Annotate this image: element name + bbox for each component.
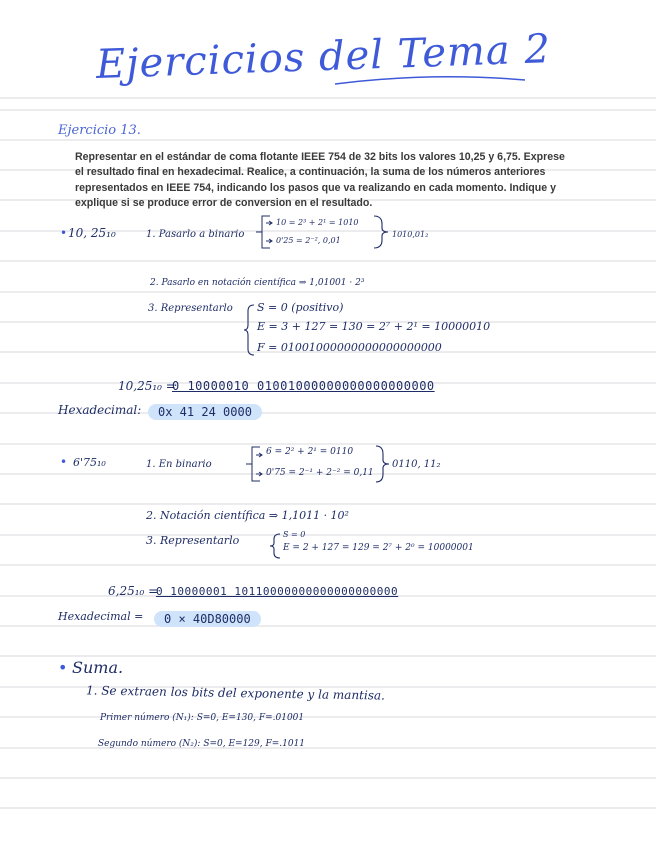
part2-hex-value: 0 × 40D80000 (154, 611, 261, 627)
title-underline-stroke (330, 74, 530, 90)
suma-first-number: Primer número (N₁): S=0, E=130, F=.01001 (100, 713, 305, 723)
part1-step1-label: 1. Pasarlo a binario (146, 229, 245, 240)
part1-hex-value: 0x 41 24 0000 (148, 404, 262, 420)
part1-step3-brace (244, 303, 256, 357)
suma-heading: Suma. (72, 658, 124, 677)
part1-step1-frac: 0'25 = 2⁻², 0,01 (276, 236, 341, 245)
exercise-label: Ejercicio 13. (58, 123, 141, 138)
part1-step2: 2. Pasarlo en notación científica ⇒ 1,01001 · 2³ (150, 278, 365, 288)
part2-ieee-bits: 0 10000001 10110000000000000000000 (156, 585, 399, 598)
part1-fraction: F = 01001000000000000000000 (257, 341, 442, 354)
part2-step3-brace (270, 532, 282, 560)
part2-exponent: E = 2 + 127 = 129 = 2⁷ + 2⁰ = 10000001 (283, 543, 474, 553)
bullet-dot: • (60, 226, 68, 240)
part2-step1-brace (246, 444, 264, 484)
part2-step1-int: 6 = 2² + 2¹ = 0110 (266, 447, 354, 457)
part2-step2: 2. Notación científica ⇒ 1,1011 · 10² (146, 509, 349, 522)
part2-step1-frac: 0'75 = 2⁻¹ + 2⁻² = 0,11 (266, 468, 374, 478)
part1-sign: S = 0 (positivo) (257, 301, 344, 314)
part1-exponent: E = 3 + 127 = 130 = 2⁷ + 2¹ = 10000010 (257, 320, 491, 333)
part1-result-brace (372, 214, 392, 250)
exercise-statement: Representar en el estándar de coma flotante IEEE 754 de 32 bits los valores 10,25 y 6,75. Exprese el resultado final en hexadecimal. Realice, a continuación, la suma de los números anteriores representados en IEEE 754, indicando los pasos que va realizando en cada momento. Indique y explique si se produce error de conversion en el resultado. (75, 151, 565, 209)
part2-hex-highlight (154, 608, 261, 627)
part2-step3-label: 3. Representarlo (146, 534, 240, 547)
part2-result-brace (374, 444, 392, 484)
part2-ieee-label: 6,25₁₀ = (108, 584, 159, 598)
bullet-dot: • (58, 658, 68, 677)
suma-second-number: Segundo número (N₂): S=0, E=129, F=.1011 (98, 739, 306, 749)
part1-hex-label: Hexadecimal: (58, 403, 142, 417)
part2-step1-result: 0110, 11₂ (392, 459, 441, 470)
part1-hex-highlight (148, 401, 262, 420)
part1-step1-brace (256, 214, 274, 250)
part1-step3-label: 3. Representarlo (148, 303, 233, 314)
part2-hex-label: Hexadecimal = (58, 610, 144, 623)
page-title: Ejercicios del Tema 2 (95, 26, 552, 88)
suma-step1: 1. Se extraen los bits del exponente y la mantisa. (85, 683, 386, 703)
part1-ieee-label: 10,25₁₀ = (118, 379, 176, 393)
part1-step1-int: 10 = 2³ + 2¹ = 1010 (276, 218, 359, 227)
part2-value: 6'75₁₀ (73, 456, 106, 469)
part1-ieee-bits: 0 10000010 01001000000000000000000 (172, 379, 435, 393)
bullet-dot: • (60, 455, 68, 469)
part1-value: 10, 25₁₀ (68, 226, 116, 240)
part2-step1-label: 1. En binario (146, 459, 212, 470)
part1-step1-result: 1010,01₂ (392, 230, 429, 239)
part2-sign: S = 0 (283, 530, 306, 539)
